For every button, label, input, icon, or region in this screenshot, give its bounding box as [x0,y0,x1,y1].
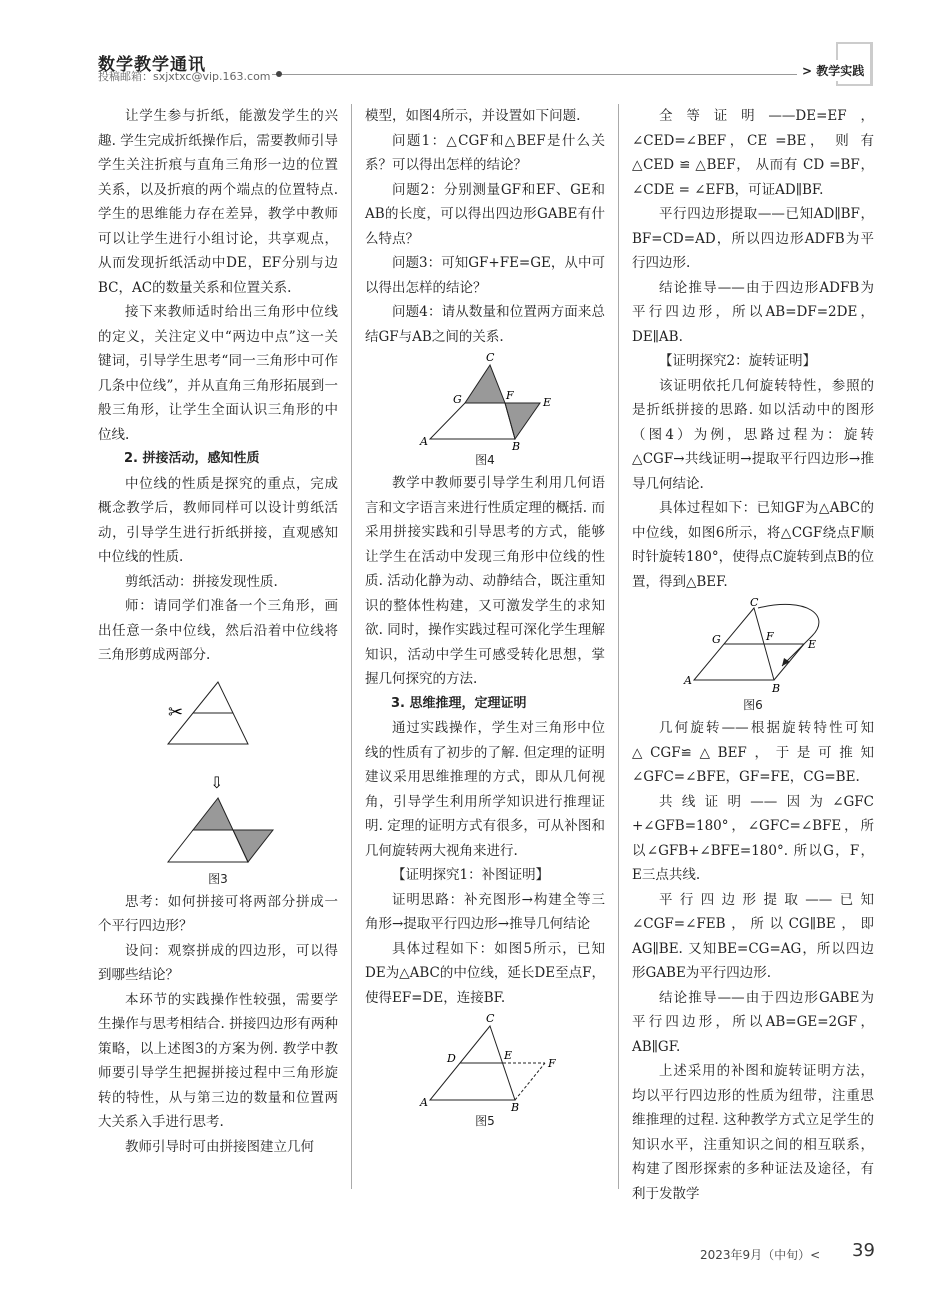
issue-date: 2023年9月（中旬）< [700,1248,821,1262]
section-heading: 2. 拼接活动，感知性质 [124,451,260,466]
header-rule [272,74,797,75]
label-c: C [750,596,759,609]
paragraph: 该证明依托几何旋转特性，参照的是折纸拼接的思路. 如以活动中的图形（图4）为例，思路过程为：旋转△CGF→共线证明→提取平行四边形→推导几何结论. [632,377,874,492]
paragraph: 本环节的实践操作性较强，需要学生操作与思考相结合. 拼接四边形有两种策略，以上述图3的方案为例. 教学中教师要引导学生把握拼接过程中三角形旋转的特性，从与第三边的数量和位置两大关系入手进行思考. [98,991,338,1130]
label-a: A [684,674,692,687]
figure-5 [365,1012,605,1130]
label-g: G [453,393,462,406]
paragraph: 平行四边形提取——已知AD∥BF，BF=CD=AD，所以四边形ADFB为平行四边形. [632,206,874,271]
label-g: G [712,633,721,646]
paragraph: 通过实践操作，学生对三角形中位线的性质有了初步的了解. 但定理的证明建议采用思维推理的方式，即从几何视角，引导学生利用所学知识进行推理证明. 定理的证明方式有很多，可从补图和几何旋转两大视角来进行. [365,720,605,859]
paragraph: 剪纸活动：拼接发现性质. [125,573,278,590]
paragraph: 思考：如何拼接可将两部分拼成一个平行四边形？ [98,893,338,934]
figure-3-caption: 图3 [208,871,228,886]
label-e: E [808,638,817,651]
label-c: C [486,1012,495,1025]
label-f: F [766,630,774,643]
paragraph: 问题2：分别测量GF和EF、GE和AB的长度，可以得出四边形GABE有什么特点？ [365,181,605,247]
column-1 [98,104,338,1159]
label-a: A [420,1096,428,1109]
paragraph: 结论推导——由于四边形ADFB为平行四边形，所以AB=DF=2DE，DE∥AB. [632,279,874,345]
paragraph: 具体过程如下：已知GF为△ABC的中位线，如图6所示，将△CGF绕点F顺时针旋转180°，使得点C旋转到点B的位置，得到△BEF. [632,500,874,590]
paragraph: 证明思路：补充图形→构建全等三角形→提取平行四边形→推导几何结论 [365,891,605,932]
journal-title: 数学教学通讯 [98,55,206,75]
label-d: D [447,1052,456,1065]
paragraph: 问题3：可知GF+FE=GE，从中可以得出怎样的结论？ [365,255,605,296]
paragraph: 教学中教师要引导学生利用几何语言和文字语言来进行性质定理的概括. 而采用拼接实践和引导思考的方式，能够让学生在活动中发现三角形中位线的性质. 活动化静为动、动静结合，既注重知识的整体性构建，又可激发学生的求知欲. 同时，操作实践过程可深化学生理解知识，活动中学生可感受转化思想，掌握几何探究的方法. [365,475,605,687]
scissors-icon: ✂ [168,701,184,723]
figure-5-caption: 图5 [475,1114,495,1128]
label-a: A [420,435,428,448]
label-b: B [772,682,781,695]
figure-3 [98,670,338,888]
figure-6-diagram [632,596,874,696]
paragraph: 【证明探究1：补图证明】 [392,867,550,883]
column-3 [632,104,874,1206]
paragraph: 让学生参与折纸，能激发学生的兴趣. 学生完成折纸操作后，需要教师引导学生关注折痕与直角三角形一边的位置关系，以及折痕的两个端点的位置特点. 学生的思维能力存在差异，教学中教师可以让学生进行小组讨论，共享观点，从而发现折纸活动中DE，EF分别与边BC，AC的数量关系和位置关系. [98,108,338,296]
paragraph: 平行四边形提取——已知∠CGF=∠FEB，所以CG∥BE，即AG∥BE. 又知BE=CG=AG，所以四边形GABE为平行四边形. [632,891,874,981]
figure-6 [632,596,874,714]
figure-4-caption: 图4 [475,453,495,467]
label-f: F [506,389,514,402]
paragraph: 几何旋转——根据旋转特性可知△CGF≌△BEF，于是可推知∠GFC=∠BFE，GF=FE，CG=BE. [632,720,874,785]
paragraph: 问题1：△CGF和△BEF是什么关系？可以得出怎样的结论？ [365,132,605,173]
column-divider-2 [618,104,619,1189]
label-e: E [504,1049,513,1062]
figure-5-diagram [365,1012,605,1112]
paragraph: 设问：观察拼成的四边形，可以得到哪些结论？ [98,942,338,983]
paragraph: 接下来教师适时给出三角形中位线的定义，关注定义中“两边中点”这一关键词，引导学生思考“同一三角形中可作几条中位线”，并从直角三角形拓展到一般三角形，让学生全面认识三角形的中位线. [98,304,338,443]
paragraph: 结论推导——由于四边形GABE为平行四边形，所以AB=GE=2GF，AB∥GF. [632,989,874,1055]
label-b: B [511,1101,520,1112]
submission-email: 投稿邮箱：sxjxtxc@vip.163.com [98,70,271,83]
paragraph: 【证明探究2：旋转证明】 [659,353,817,369]
label-b: B [512,440,521,451]
paragraph: 中位线的性质是探究的重点，完成概念教学后，教师同样可以设计剪纸活动，引导学生进行折纸拼接，直观感知中位线的性质. [98,475,338,565]
figure-6-caption: 图6 [743,698,763,712]
figure-4 [365,351,605,469]
page-number: 39 [852,1240,875,1261]
down-arrow-icon: ⇩ [210,772,224,792]
label-c: C [486,351,495,364]
section-label: > 教学实践 [800,60,866,81]
figure-3-diagram [98,670,338,870]
paragraph: 教师引导时可由拼接图建立几何 [125,1138,314,1155]
label-f: F [548,1057,556,1070]
paragraph: 共线证明——因为∠GFC +∠GFB=180°，∠GFC=∠BFE，所以∠GFB+∠BFE=180°. 所以G，F，E三点共线. [632,793,874,883]
column-2 [365,104,605,1132]
label-e: E [543,396,552,409]
paragraph: 师：请同学们准备一个三角形，画出任意一条中位线，然后沿着中位线将三角形剪成两部分. [98,598,338,663]
figure-4-diagram [365,351,605,451]
paragraph: 上述采用的补图和旋转证明方法，均以平行四边形的性质为纽带，注重思维推理的过程. 这种教学方式立足学生的知识水平，注重知识之间的相互联系，构建了图形探索的多种证法及途径，有利于发散学 [632,1063,874,1202]
paragraph: 问题4：请从数量和位置两方面来总结GF与AB之间的关系. [365,304,605,345]
header-dot [276,71,282,77]
section-heading: 3. 思维推理，定理证明 [391,695,527,711]
paragraph: 具体过程如下：如图5所示，已知DE为△ABC的中位线，延长DE至点F，使得EF=DE，连接BF. [365,940,605,1006]
column-divider-1 [351,104,352,1189]
paragraph: 模型，如图4所示，并设置如下问题. [365,108,581,124]
paragraph: 全等证明——DE=EF，∠CED=∠BEF，CE =BE， 则 有 △CED ≌ △BEF， 从而有 CD =BF，∠CDE = ∠EFB，可证AD∥BF. [632,108,874,198]
